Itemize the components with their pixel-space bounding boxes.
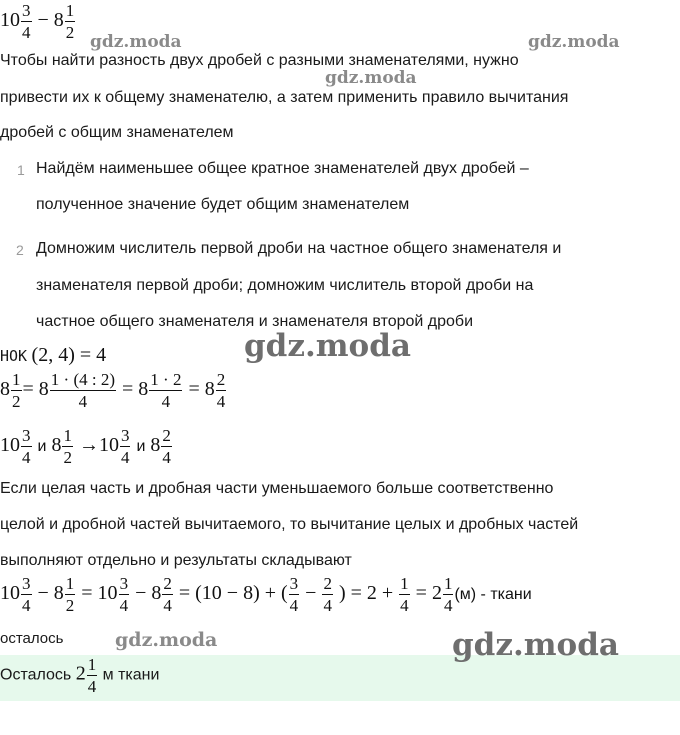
numerator: 1	[87, 655, 97, 674]
numerator: 2	[162, 426, 171, 445]
step-line: частное общего знаменателя и знаменателя второй дроби	[36, 313, 474, 330]
whole-part: 8	[151, 582, 162, 605]
minus-sign: −	[37, 9, 49, 32]
whole-part: 8	[0, 378, 10, 401]
denominator: 4	[163, 596, 172, 615]
nok-line	[0, 344, 106, 367]
answer-suffix: м ткани	[102, 666, 160, 684]
numerator: 3	[22, 426, 31, 445]
conjunction: и	[37, 438, 47, 456]
fraction	[120, 427, 131, 466]
nok-label: НОК	[0, 347, 28, 365]
numerator: 1	[65, 1, 75, 20]
fraction	[443, 575, 454, 614]
watermark: gdz.moda	[244, 328, 411, 364]
sum-part: ) = 2 +	[338, 582, 394, 605]
fraction	[50, 371, 116, 410]
step-line: Найдём наименьшее общее кратное знаменателей двух дробей –	[36, 160, 529, 177]
whole-part: 10	[98, 434, 119, 457]
calculation	[0, 575, 532, 614]
problem-expression	[0, 2, 76, 41]
numerator: 2	[323, 574, 332, 593]
fraction	[149, 371, 182, 410]
answer-prefix: Осталось	[0, 666, 72, 684]
fraction	[119, 575, 130, 614]
minus-sign: −	[135, 582, 147, 605]
denominator: 4	[119, 596, 129, 615]
rule-line: Если целая часть и дробная части уменьшаемого больше соответственно	[0, 480, 554, 497]
conjunction: и	[136, 438, 146, 456]
denominator: 4	[22, 448, 31, 467]
watermark: gdz.moda	[528, 32, 620, 52]
denominator: 4	[443, 596, 453, 615]
denominator: 2	[65, 23, 75, 42]
denominator: 4	[22, 23, 31, 42]
fraction	[322, 575, 333, 614]
fraction	[87, 656, 98, 695]
step-line: Домножим числитель первой дроби на частное общего знаменателя и	[36, 240, 562, 257]
equals-part: = 10	[81, 582, 118, 605]
numerator: 1	[400, 574, 409, 593]
intro-line: Чтобы найти разность двух дробей с разными знаменателями, нужно	[0, 52, 519, 69]
denominator: 4	[87, 677, 97, 696]
step-line: знаменателя первой дроби; домножим числитель второй дроби на	[36, 277, 534, 294]
pair-conversion	[0, 427, 173, 466]
fraction-conversion: 8 $\frac{1}{2}$ = 8 $\frac{1 \cdot (4 : 2)}{4}$ = 8 $\frac{1 \cdot 2}{4}$ = 8 $\frac{2}{4}$	[0, 370, 226, 411]
fraction	[21, 427, 32, 466]
answer-line	[0, 656, 159, 695]
denominator: 4	[289, 596, 299, 615]
fraction	[162, 575, 173, 614]
fraction	[65, 2, 76, 41]
fraction	[21, 2, 32, 41]
numerator: 3	[22, 1, 31, 20]
intro-line: привести их к общему знаменателю, а затем применить правило вычитания	[0, 89, 569, 106]
denominator: 4	[162, 448, 171, 467]
result-part: = 2	[415, 582, 442, 605]
numerator: 3	[120, 426, 130, 445]
whole-part: 8	[53, 582, 64, 605]
numerator: 1	[443, 574, 453, 593]
fraction	[62, 427, 73, 466]
whole-part: 10	[0, 434, 20, 457]
intro-line: дробей с общим знаменателем	[0, 124, 234, 141]
numerator: 2	[216, 370, 226, 389]
fraction	[216, 371, 227, 410]
denominator: 2	[65, 596, 75, 615]
denominator: 4	[22, 596, 31, 615]
step-number: 1	[17, 162, 25, 178]
whole-part: 10	[0, 582, 20, 605]
watermark: gdz.moda	[452, 627, 619, 663]
fraction	[21, 575, 32, 614]
numerator: 1	[63, 426, 72, 445]
whole-part: 2	[75, 662, 86, 685]
denominator: 4	[216, 392, 226, 411]
grouping-part: = (10 − 8) + (	[178, 582, 288, 605]
fraction	[161, 427, 172, 466]
watermark: gdz.moda	[325, 68, 417, 88]
rule-line: выполняют отдельно и результаты складывают	[0, 552, 352, 569]
denominator: 4	[323, 596, 332, 615]
numerator: 2	[163, 574, 172, 593]
fraction	[289, 575, 300, 614]
denominator: 4	[400, 596, 409, 615]
whole-part: 8	[150, 434, 161, 457]
denominator: 4	[161, 392, 171, 411]
fraction	[399, 575, 410, 614]
nok-value: (2, 4) = 4	[31, 344, 107, 366]
fraction	[65, 575, 76, 614]
numerator: 1	[65, 574, 75, 593]
step-number: 2	[16, 242, 24, 258]
numerator: 3	[119, 574, 129, 593]
minus-sign: −	[37, 582, 49, 605]
whole-part: 8	[204, 378, 215, 401]
unit-label: (м) - ткани	[454, 586, 532, 604]
whole-part: 8	[51, 434, 62, 457]
whole-part: 8	[53, 9, 64, 32]
minus-sign: −	[305, 582, 317, 605]
watermark: gdz.moda	[90, 32, 182, 52]
rule-line: целой и дробной частей вычитаемого, то вычитание целых и дробных частей	[0, 516, 579, 533]
step-line: полученное значение будет общим знаменателем	[36, 196, 410, 213]
numerator: 1 · 2	[150, 370, 182, 389]
whole-part: 8	[38, 378, 49, 401]
fraction	[11, 371, 22, 410]
numerator: 3	[289, 574, 299, 593]
whole-part: 8	[138, 378, 149, 401]
calc-tail: осталось	[0, 630, 64, 647]
denominator: 4	[120, 448, 130, 467]
denominator: 2	[12, 392, 21, 411]
arrow-icon: →	[78, 434, 99, 457]
numerator: 1 · (4 : 2)	[50, 370, 115, 389]
whole-part: 10	[0, 9, 20, 32]
denominator: 2	[63, 448, 72, 467]
denominator: 4	[78, 392, 88, 411]
numerator: 1	[12, 370, 21, 389]
watermark: gdz.moda	[115, 629, 218, 651]
numerator: 3	[22, 574, 31, 593]
